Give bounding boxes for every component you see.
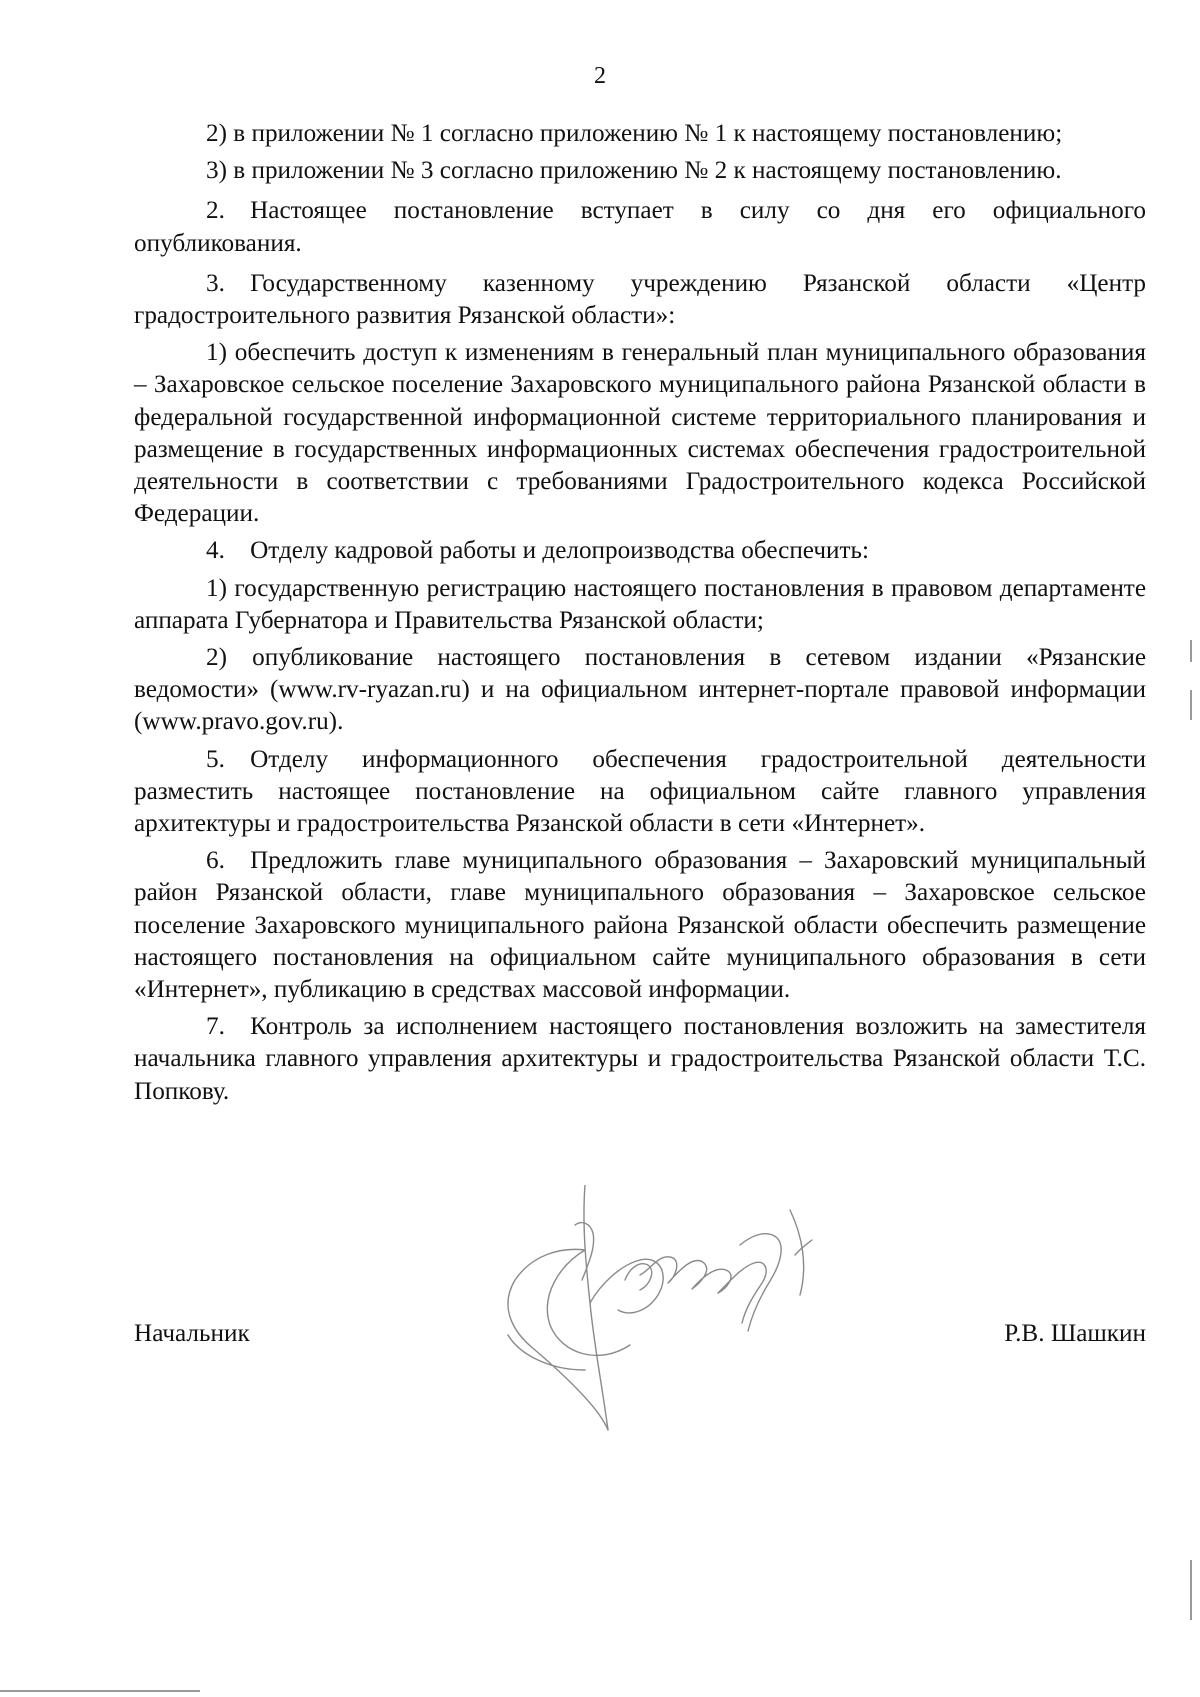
scan-bottom-line — [0, 1690, 200, 1692]
paragraph-item-3-appendix-3: 3) в приложении № 3 согласно приложению № 2 к настоящему постановлению. — [206, 157, 1062, 185]
scan-edge-mark — [1190, 1560, 1192, 1620]
paragraph-5-website-placement: 5. Отделу информационного обеспечения градостроительной деятельности разместить настоящее постановление на официальном сайте главного управления архитектуры и градостроительства Рязанской области в сети «Интернет». — [134, 745, 1146, 838]
paragraph-item-2-appendix-1: 2) в приложении № 1 согласно приложению № 1 к настоящему постановлению; — [206, 120, 1063, 147]
paragraph-4-2-publication: 2) опубликование настоящего постановления в сетевом издании «Рязанские ведомости» (www.rv-ryazan.ru) и на официальном интернет-портале правовой информации (www.pravo.gov.ru). — [134, 644, 1146, 736]
paragraph-4-personnel-department: 4. Отделу кадровой работы и делопроизводства обеспечить: — [206, 537, 869, 565]
handwritten-signature — [490, 1185, 890, 1440]
paragraph-2-entry-into-force: 2. Настоящее постановление вступает в силу со дня его официального опубликования. — [134, 197, 1146, 257]
signatory-position: Начальник — [134, 1320, 250, 1347]
signatory-name: Р.В. Шашкин — [1004, 1320, 1146, 1347]
paragraph-6-municipal-heads: 6. Предложить главе муниципального образования – Захаровский муниципальный район Рязанской области, главе муниципального образования – Захаровское сельское поселение Захаровского муниципального района Рязанской области обеспечить размещение настоящего постановления на официальном сайте муниципального образования в сети «Интернет», публикацию в средствах массовой информации. — [134, 847, 1146, 1004]
document-body — [134, 118, 1146, 1108]
page-number: 2 — [594, 63, 606, 89]
paragraph-3-1-provide-access: 1) обеспечить доступ к изменениям в генеральный план муниципального образования – Захаровское сельское поселение Захаровского муниципального района Рязанской области в федеральной государственной информационной системе территориального планирования и размещение в государственных информационных системах обеспечения градостроительной деятельности в соответствии с требованиями Градостроительного кодекса Российской Федерации. — [134, 339, 1146, 528]
paragraph-7-control: 7. Контроль за исполнением настоящего постановления возложить на заместителя начальника главного управления архитектуры и градостроительства Рязанской области Т.С. Попкову. — [134, 1013, 1146, 1105]
paragraph-3-state-institution: 3. Государственному казенному учреждению Рязанской области «Центр градостроительного развития Рязанской области»: — [134, 269, 1146, 330]
scan-edge-mark — [1190, 640, 1192, 662]
paragraph-4-1-state-registration: 1) государственную регистрацию настоящего постановления в правовом департаменте аппарата Губернатора и Правительства Рязанской области; — [134, 574, 1146, 634]
scan-edge-mark — [1190, 690, 1192, 720]
